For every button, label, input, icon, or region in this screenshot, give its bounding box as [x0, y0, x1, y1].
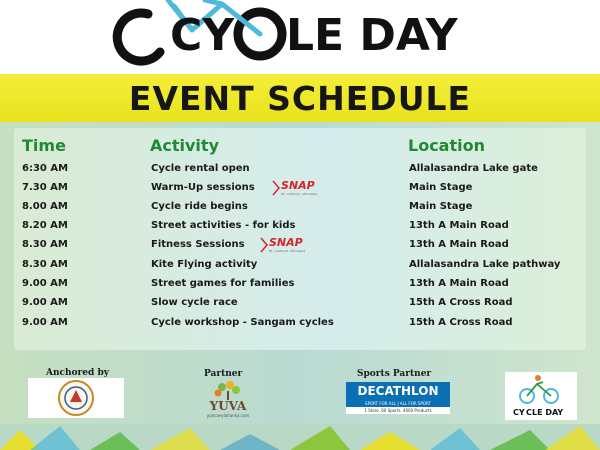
mini-logo-mid: C: [526, 408, 532, 417]
column-header-location: Location: [408, 136, 485, 155]
mini-logo-post: LE DAY: [532, 408, 564, 417]
cycle-day-mini-logo: [505, 372, 577, 420]
snap-word: SNAP: [281, 179, 315, 192]
row-location: 15th A Cross Road: [409, 297, 513, 308]
yuva-tree-logo: [186, 378, 270, 418]
table-row: [0, 238, 600, 257]
cycle-day-logo: [110, 0, 530, 74]
row-time: 8.30 AM: [22, 259, 68, 270]
row-time: 8.00 AM: [22, 201, 68, 212]
anchored-by-label: Anchored by: [46, 368, 109, 378]
row-location: 15th A Cross Road: [409, 317, 513, 328]
snap-fitness-logo: [271, 178, 329, 198]
column-header-activity: Activity: [150, 136, 219, 155]
table-row: [0, 296, 600, 315]
mini-logo-pre: CY: [513, 408, 525, 417]
row-activity: Street activities - for kids: [151, 220, 296, 231]
row-activity: Cycle ride begins: [151, 201, 248, 212]
row-activity: Cycle rental open: [151, 163, 250, 174]
row-location: Allalasandra Lake gate: [409, 163, 538, 174]
table-row: [0, 181, 600, 200]
row-time: 8.20 AM: [22, 220, 68, 231]
row-time: 9.00 AM: [22, 278, 68, 289]
title-banner: [0, 74, 600, 122]
row-location: Main Stage: [409, 201, 473, 212]
table-row: [0, 277, 600, 296]
yuva-word: YUVA: [209, 399, 247, 413]
decathlon-slogan: SPORT FOR ALL | ALL FOR SPORT: [346, 400, 450, 407]
row-time: 8.30 AM: [22, 239, 68, 250]
snap-tagline: fit. confident. affordable: [269, 249, 306, 253]
table-row: [0, 200, 600, 219]
snap-fitness-logo: [259, 235, 317, 255]
logo-text-le-day: LE DAY: [286, 10, 458, 61]
partner-label: Partner: [204, 369, 243, 379]
table-row: [0, 316, 600, 335]
decorative-footer: [0, 424, 600, 450]
column-header-time: Time: [22, 136, 66, 155]
snap-tagline: fit. confident. affordable: [281, 192, 318, 196]
row-activity: Cycle workshop - Sangam cycles: [151, 317, 334, 328]
decathlon-subtext: 1 Store. 60 Sports. 4000 Products: [346, 407, 450, 414]
row-activity: Fitness Sessions: [151, 239, 245, 250]
row-activity: Slow cycle race: [151, 297, 238, 308]
snap-word: SNAP: [269, 236, 303, 249]
row-activity: Warm-Up sessions: [151, 182, 255, 193]
row-time: 7.30 AM: [22, 182, 68, 193]
logo-text-cy: CY: [170, 10, 235, 61]
row-time: 9.00 AM: [22, 317, 68, 328]
decathlon-logo: [346, 382, 450, 414]
header: [0, 0, 600, 74]
emblem-logo: [28, 378, 124, 418]
row-location: 13th A Main Road: [409, 220, 509, 231]
row-activity: Kite Flying activity: [151, 259, 258, 270]
row-time: 6:30 AM: [22, 163, 69, 174]
yuva-url: ypocaeylahanka.com: [206, 413, 250, 418]
row-time: 9.00 AM: [22, 297, 68, 308]
decathlon-word: DECATHLON: [346, 382, 450, 400]
row-location: Allalasandra Lake pathway: [409, 259, 561, 270]
row-location: Main Stage: [409, 182, 473, 193]
row-location: 13th A Main Road: [409, 239, 509, 250]
table-row: [0, 258, 600, 277]
row-location: 13th A Main Road: [409, 278, 509, 289]
row-activity: Street games for families: [151, 278, 295, 289]
sports-partner-label: Sports Partner: [357, 369, 432, 379]
page-title: EVENT SCHEDULE: [128, 78, 472, 118]
